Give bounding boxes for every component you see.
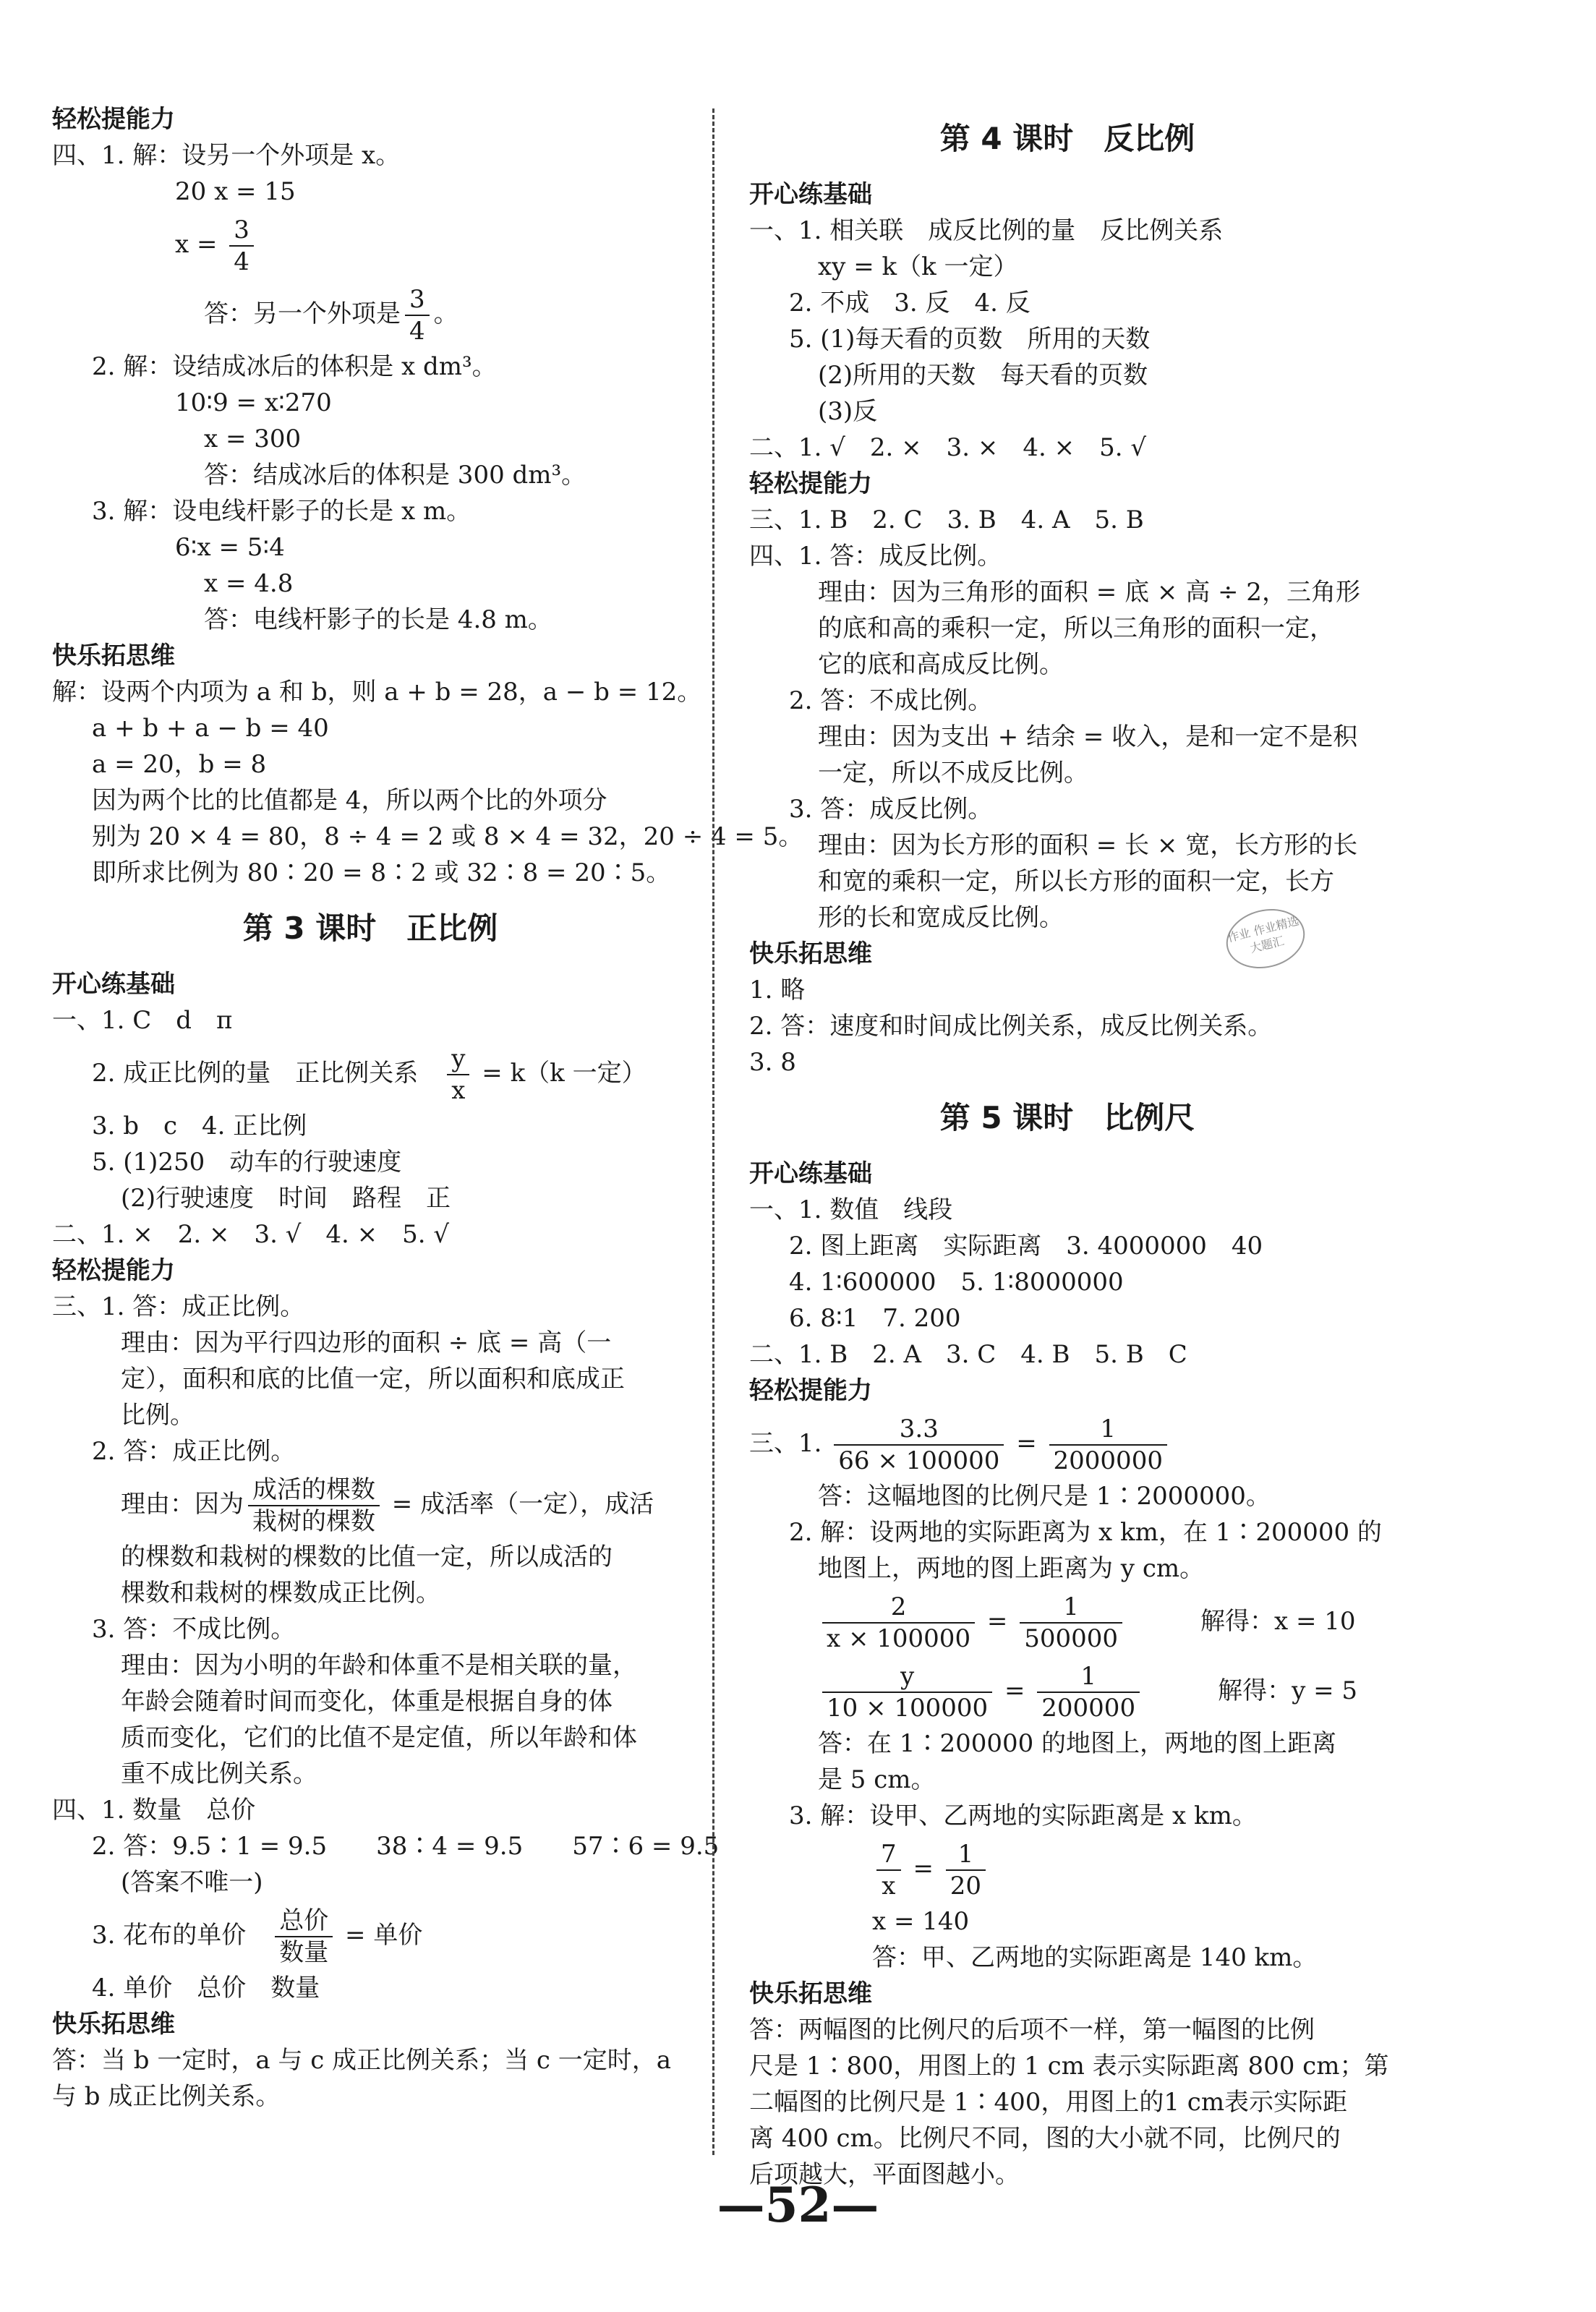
answer-line: 是 5 cm。 [818,1765,936,1794]
text-run: 答：另一个外项是 [204,299,401,328]
answer-line: (2)所用的天数 每天看的页数 [818,361,1148,390]
answer-line: 四、1. 数量 总价 [52,1796,256,1825]
answer-line: 二幅图的比例尺是 1∶400，用图上的1 cm表示实际距 [749,2088,1348,2117]
column-divider [712,108,714,2155]
answer-line-fraction [52,279,688,349]
fraction-denominator: x × 100000 [827,1624,971,1653]
fraction-denominator: 4 [234,247,249,276]
fraction [822,1592,975,1654]
fraction-numerator: 1 [1020,1592,1122,1624]
answer-line: 后项越大，平面图越小。 [749,2160,1020,2189]
answer-line-fraction [52,1038,688,1108]
fraction [405,284,430,346]
answer-line-equation [749,1656,1386,1726]
answer-line: 6∶x = 5∶4 [175,533,285,562]
answer-line: 答：两幅图的比例尺的后项不一样，第一幅图的比例 [749,2015,1315,2044]
answer-line: 答：当 b 一定时，a 与 c 成正比例关系；当 c 一定时，a [52,2046,672,2075]
text-run: 理由：因为 [121,1490,244,1519]
answer-line: 比例。 [121,1401,195,1430]
answer-line: 理由：因为平行四边形的面积 ÷ 底 = 高（一 [121,1328,612,1357]
fraction-denominator: 200000 [1041,1694,1136,1723]
fraction-denominator: 数量 [279,1938,329,1967]
answer-line: 答：在 1∶200000 的地图上，两地的图上距离 [818,1729,1337,1758]
text-run: = [1008,1429,1045,1458]
answer-line: (2)行驶速度 时间 路程 正 [121,1184,451,1213]
answer-line-fraction [52,1901,688,1970]
answer-line: 三、1. 答：成正比例。 [52,1292,305,1321]
fraction-numerator: 3 [405,284,430,316]
fraction-denominator: 10 × 100000 [827,1694,989,1723]
answer-line: xy = k（k 一定） [818,252,1018,281]
fraction-denominator: 2000000 [1053,1446,1163,1475]
text-run: 解得：y = 5 [1144,1676,1358,1705]
text-run: = [905,1854,942,1883]
answer-line: 理由：因为支出 + 结余 = 收入，是和一定不是积 [818,722,1358,751]
answer-line: 一、1. 相关联 成反比例的量 反比例关系 [749,216,1224,245]
answer-line: 它的底和高成反比例。 [818,650,1064,679]
fraction-numerator: 1 [1037,1661,1140,1693]
answer-line: 3. 解：设电线杆影子的长是 x m。 [92,497,471,526]
fraction-numerator: 2 [822,1592,975,1624]
fraction [1049,1414,1167,1476]
answer-line: 6. 8∶1 7. 200 [789,1304,961,1333]
answer-line: 二、1. √ 2. × 3. × 4. × 5. √ [749,433,1147,462]
fraction-numerator: 3 [229,215,254,247]
answer-line: 2. 解：设两地的实际距离为 x km，在 1∶200000 的 [789,1518,1382,1547]
answer-line: 年龄会随着时间而变化，体重是根据自身的体 [121,1687,613,1716]
fraction [1020,1592,1122,1654]
fraction-numerator: y [822,1661,992,1693]
text-run: 解得：x = 10 [1126,1607,1356,1636]
text-run: = 成活率（一定），成活 [384,1490,654,1519]
answer-line: 答：这幅地图的比例尺是 1∶2000000。 [818,1482,1271,1511]
answer-line: x = 140 [872,1907,970,1936]
fraction [447,1044,469,1106]
section-heading: 轻松提能力 [749,469,872,498]
section-heading: 轻松提能力 [749,1376,872,1405]
fraction [946,1839,986,1901]
section-heading: 快乐拓思维 [52,641,175,670]
section-heading: 轻松提能力 [52,1256,175,1285]
section-heading: 开心练基础 [749,1159,872,1188]
answer-line: (答案不唯一) [121,1868,263,1897]
fraction-denominator: x [882,1872,896,1901]
answer-line: 质而变化，它们的比值不是定值，所以年龄和体 [121,1723,637,1752]
section-heading: 快乐拓思维 [52,2010,175,2039]
fraction-numerator: 3.3 [834,1414,1004,1446]
text-run: = 单价 [337,1921,423,1950]
text-run: 三、1. [749,1429,830,1458]
answer-line: 四、1. 解：设另一个外项是 x。 [52,141,401,170]
text-run: 3. 花布的单价 [92,1921,271,1950]
fraction-numerator: 1 [1049,1414,1167,1446]
answer-line-equation [749,1834,1386,1903]
answer-line: 尺是 1∶800，用图上的 1 cm 表示实际距离 800 cm；第 [749,2052,1389,2081]
fraction-denominator: x [451,1076,466,1105]
fraction-denominator: 20 [950,1872,982,1901]
text-run: = [979,1607,1016,1636]
answer-line: 10∶9 = x∶270 [175,388,332,417]
fraction-denominator: 500000 [1024,1624,1118,1653]
answer-line: 别为 20 × 4 = 80，8 ÷ 4 = 2 或 8 × 4 = 32，20 ÷ 4 = 5。 [92,822,803,851]
answer-line: 答：结成冰后的体积是 300 dm³。 [204,461,586,490]
answer-line: (3)反 [818,397,878,426]
answer-line: 4. 1∶600000 5. 1∶8000000 [789,1268,1124,1297]
section-heading: 轻松提能力 [52,105,175,134]
answer-line: 四、1. 答：成反比例。 [749,542,1002,571]
answer-line: 答：电线杆影子的长是 4.8 m。 [204,605,552,634]
fraction [248,1475,380,1537]
answer-line: 解：设两个内项为 a 和 b，则 a + b = 28，a − b = 12。 [52,678,702,707]
answer-line: x = 4.8 [204,569,294,598]
fraction [834,1414,1004,1476]
answer-line: 地图上，两地的图上距离为 y cm。 [818,1554,1205,1583]
answer-line-fraction [52,1469,688,1539]
text-run: x = [175,230,226,259]
answer-line: 3. 解：设甲、乙两地的实际距离是 x km。 [789,1801,1257,1830]
answer-line: 形的长和宽成反比例。 [818,903,1064,932]
answer-line: 离 400 cm。比例尺不同，图的大小就不同，比例尺的 [749,2124,1341,2153]
answer-line: 2. 答：速度和时间成比例关系，成反比例关系。 [749,1012,1273,1041]
fraction-numerator: 7 [876,1839,901,1871]
answer-line: a + b + a − b = 40 [92,714,329,743]
right-column [749,101,1389,2193]
answer-line: 二、1. B 2. A 3. C 4. B 5. B C [749,1340,1187,1369]
answer-line: 棵数和栽树的棵数成正比例。 [121,1579,440,1608]
answer-line: 2. 图上距离 实际距离 3. 4000000 40 [789,1232,1263,1260]
answer-line: a = 20，b = 8 [92,750,267,779]
answer-line: 理由：因为三角形的面积 = 底 × 高 ÷ 2，三角形 [818,578,1360,607]
section-heading: 快乐拓思维 [749,1979,872,2008]
text-run: 2. 成正比例的量 正比例关系 [92,1059,443,1088]
answer-line: 1. 略 [749,976,806,1004]
fraction-numerator: 成活的棵数 [248,1475,380,1506]
answer-line: 与 b 成正比例关系。 [52,2082,281,2111]
fraction-numerator: 总价 [275,1906,333,1937]
fraction-denominator: 栽树的棵数 [252,1507,375,1536]
fraction [1037,1661,1140,1723]
fraction-numerator: y [447,1044,469,1075]
answer-line: 3. 答：不成比例。 [92,1615,296,1644]
section-heading: 快乐拓思维 [749,939,872,968]
text-run: = [997,1676,1033,1705]
answer-line: 2. 答：9.5∶1 = 9.5 38∶4 = 9.5 57∶6 = 9.5 [92,1832,720,1861]
fraction-denominator: 4 [409,317,425,346]
answer-line: 2. 不成 3. 反 4. 反 [789,289,1030,317]
answer-line: 的底和高的乘积一定，所以三角形的面积一定， [818,614,1334,643]
answer-line: 5. (1)250 动车的行驶速度 [92,1148,402,1177]
answer-line: 2. 答：不成比例。 [789,686,993,715]
answer-line: 一、1. C d π [52,1006,233,1035]
answer-line: 重不成比例关系。 [121,1759,317,1788]
text-run: 。 [433,299,458,328]
answer-line-fraction [52,210,688,279]
answer-line: 二、1. × 2. × 3. √ 4. × 5. √ [52,1220,450,1249]
fraction [229,215,254,277]
answer-line: 即所求比例为 80∶20 = 8∶2 或 32∶8 = 20∶5。 [92,858,671,887]
fraction-denominator: 66 × 100000 [838,1446,1000,1475]
lesson-title: 第 4 课时 反比例 [939,121,1195,156]
answer-line: 的棵数和栽树的棵数的比值一定，所以成活的 [121,1543,613,1571]
answer-line: 和宽的乘积一定，所以长方形的面积一定，长方 [818,867,1334,896]
answer-line-equation [749,1587,1386,1656]
answer-line: x = 300 [204,425,302,453]
fraction [275,1906,333,1968]
fraction-numerator: 1 [946,1839,986,1871]
page-number: —52— [717,2177,879,2233]
answer-line: 3. 答：成反比例。 [789,795,993,824]
section-heading: 开心练基础 [749,180,872,209]
answer-line: 定），面积和底的比值一定，所以面积和底成正 [121,1365,625,1394]
answer-line: 20 x = 15 [175,177,296,206]
answer-line: 理由：因为小明的年龄和体重不是相关联的量， [121,1651,637,1680]
answer-line: 因为两个比的比值都是 4，所以两个比的外项分 [92,786,607,815]
answer-line: 3. b c 4. 正比例 [92,1112,307,1140]
section-heading: 开心练基础 [52,970,175,999]
answer-line: 5. (1)每天看的页数 所用的天数 [789,325,1151,354]
text-run: = k（k 一定） [474,1059,646,1088]
answer-line: 三、1. B 2. C 3. B 4. A 5. B [749,506,1144,534]
answer-line: 一、1. 数值 线段 [749,1195,953,1224]
answer-line: 理由：因为长方形的面积 = 长 × 宽，长方形的长 [818,831,1358,860]
answer-line: 答：甲、乙两地的实际距离是 140 km。 [872,1943,1318,1972]
answer-line: 2. 答：成正比例。 [92,1437,296,1466]
lesson-title: 第 3 课时 正比例 [242,910,498,946]
fraction [876,1839,901,1901]
answer-line: 2. 解：设结成冰后的体积是 x dm³。 [92,352,497,381]
watermark-stamp: 作业 作业精选大题汇 [1220,901,1311,976]
answer-line: 3. 8 [749,1048,796,1077]
lesson-title: 第 5 课时 比例尺 [939,1100,1195,1135]
answer-line-equation [749,1409,1386,1478]
answer-line: 4. 单价 总价 数量 [92,1974,320,2002]
fraction [822,1661,992,1723]
answer-line: 一定，所以不成反比例。 [818,759,1088,788]
